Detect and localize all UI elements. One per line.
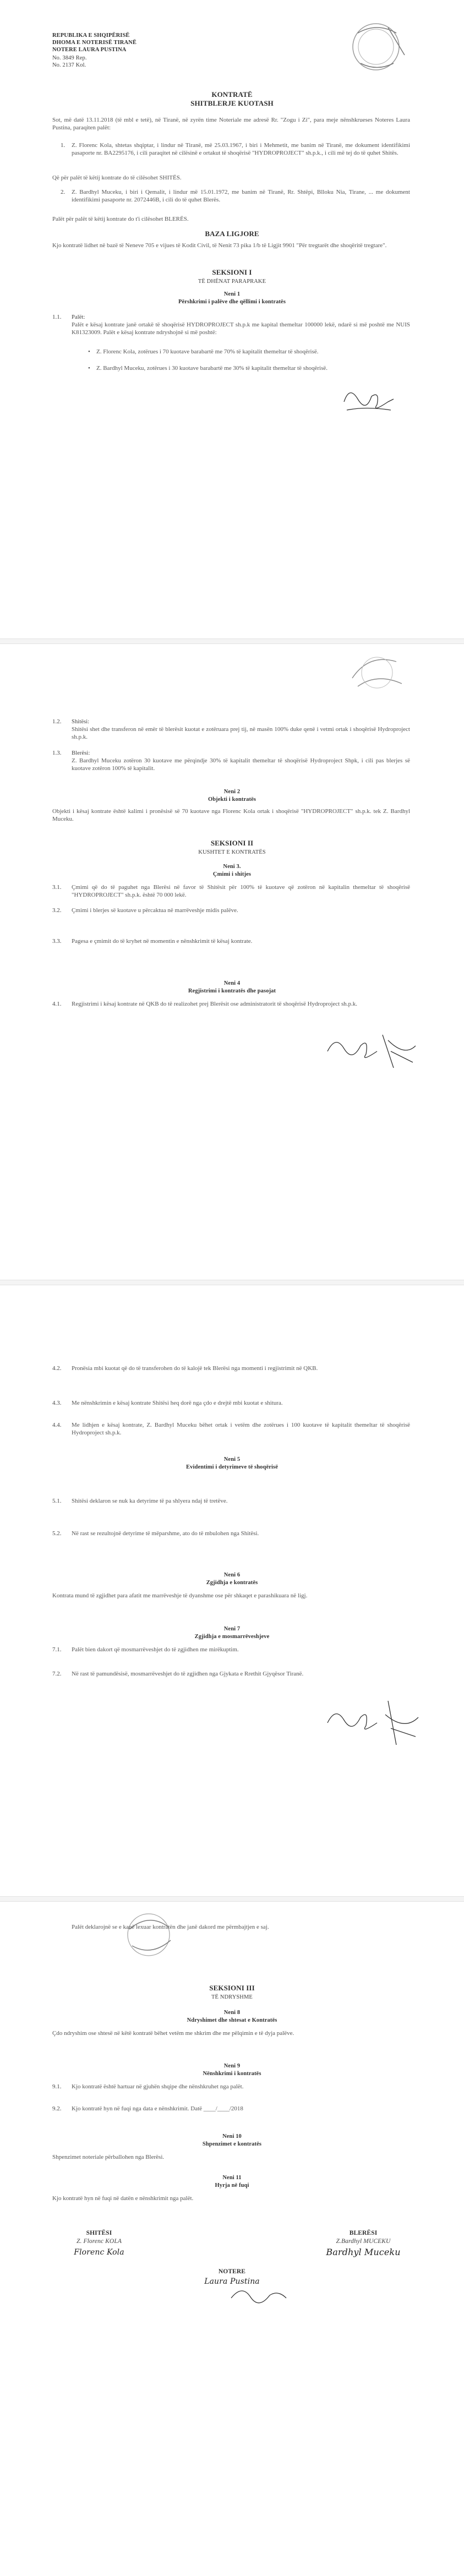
clause-1-2-text: Shitësi shet dhe transferon në emër të blerësit kuotat e zotëruara prej tij, në masën 100% duke qenë i vetmi ortak i shoqërisë Hydroproject sh.p.k. [72,726,410,740]
shareholder-bullet-2: Z. Bardhyl Muceku, zotërues i 30 kuotave barabartë me 30% të kapitalit themeltar të shoqërisë. [96,365,327,372]
clause-1-1-label: Palët: [72,314,85,320]
article-11-title: Hyrja në fuqi [215,2182,249,2188]
article-3-number: Neni 3. [223,864,241,870]
header-notary: NOTERE LAURA PUSTINA [52,47,127,53]
clause-4-4-text: Me lidhjen e kësaj kontrate, Z. Bardhyl Muceku bëhet ortak i vetëm dhe zotërues i 100 kuotave të kapitalit themeltar të shoqërisë Hydroproject sh.p.k. [72,1422,410,1436]
signature-icon [322,1024,421,1079]
buyer-name: Z.Bardhyl MUCEKU [336,2238,391,2245]
article-7-title: Zgjidhja e mosmarrëveshjeve [194,1634,270,1640]
contract-subtitle: SHITBLERJE KUOTASH [190,99,274,107]
signature-icon [226,2282,297,2309]
document-page-2: 1.2. Shitësi: Shitësi shet dhe transferon në emër të blerësit kuotat e zotëruara prej tij, në masën 100% duke qenë i vetmi ortak i shoqërisë Hydroproject sh.p.k. 1.3. Blerësi: Z. Bardhyl Muceku zotëron 30 kuotave me përqindje 30% të kapitalit themeltar të shoqërisë Hydroproject Shpk, i cili pas blerjes së kuotave zotëron 100% të kapitalit. Neni 2 Objekti i kontratës Objekti i kësaj kontrate është kalimi i pronësisë së 70 kuotave nga Florenc Kola ortak i shoqërisë "HYDROPROJECT" sh.p.k. tek Z. Bardhyl Muceku. SEKSIONI II KUSHTET E KONTRATËS Neni 3. Çmimi i shitjes 3.1. Çmimi që do të paguhet nga Blerësi në favor të Shitësit për 100% të kuotave që zotëron në kapitalin themeltar të shoqërisë "HYDROPROJECT" sh.p.k. është 70 000 lekë. 3.2. Çmimi i blerjes së kuotave u përcaktua në marrëveshje midis palëve. 3.3. Pagesa e çmimit do të kryhet në momentin e nënshkrimit të kësaj kontrate. Neni 4 Regjistrimi i kontratës dhe pasojat 4.1. Regjistrimi i kësaj kontrate në QKB do të realizohet prej Blerësit ose administratorit të shoqërisë Hydroproject sh.p.k. [0,644,464,1280]
clause-1-1-text: Palët e kësaj kontrate janë ortakë të shoqërisë HYDROPROJECT sh.p.k me kapital themeltar 100000 lekë, ndarë si më poshtë me NUIS K81323009. Palët e kësaj kontrate ndryshojnë si më poshtë: [72,321,410,336]
clause-7-2-text: Në rast të pamundësisë, mosmarrëveshjet do të zgjidhen nga Gjykata e Rrethit Gjyqësor Tiranë. [72,1671,304,1677]
article-8-title: Ndryshimet dhe shtesat e Kontratës [187,2017,277,2023]
document-page-1: REPUBLIKA E SHQIPËRISË DHOMA E NOTERISË TIRANË NOTERE LAURA PUSTINA No. 3849 Rep. No. 2137 Kol. KONTRATË SHITBLERJE KUOTASH Sot, më datë 13.11.2018 (të mbl e tetë), në Tiranë, në zyrën time Noteriale me adresë Rr. "Zogu i Zi", para meje nënshkrueses Noteres Laura Pustina, paraqiten palët: 1. Z. Florenc Kola, shtetas shqiptar, i lindur në Tiranë, më 25.03.1967, i biri i Mehmetit, me banim në Tiranë, me dokument identifikimi pasaporte nr. BA2295176, i cili paraqitet në cilësinë e ortakut të shoqërisë "HYDROPROJECT" sh.p.k., i cili më tej do të quhet Shitës. Që për palët të këtij kontrate do të cilësohet SHITËS. 2. Z. Bardhyl Muceku, i biri i Qemalit, i lindur më 15.01.1972, me banim në Tiranë, Rr. Shtëpi, Blloku Nia, Tirane, ... me dokument identifikimi pasaporte nr. 2072446B, i cili do të quhet Blerës. Palët për palët të këtij kontrate do t'i cilësohet BLERËS. BAZA LIGJORE Kjo kontratë lidhet në bazë të Neneve 705 e vijues të Kodit Civil, të Nenit 73 pika 1/b të Ligjit 9901 "Për tregtarët dhe shoqëritë tregtare". SEKSIONI I TË DHËNAT PARAPRAKE Neni 1 Përshkrimi i palëve dhe qëllimi i kontratës 1.1. Palët: Palët e kësaj kontrate janë ortakë të shoqërisë HYDROPROJECT sh.p.k me kapital themeltar 100000 lekë, ndarë si më poshtë me NUIS K81323009. Palët e kësaj kontrate ndryshojnë si më poshtë: • Z. Florenc Kola, zotërues i 70 kuotave barabartë me 70% të kapitalit themeltar të shoqërisë. • Z. Bardhyl Muceku, zotërues i 30 kuotave barabartë me 30% të kapitalit themeltar të shoqërisë. [0,0,464,638]
clause-4-1-text: Regjistrimi i kësaj kontrate në QKB do të realizohet prej Blerësit ose administratorit të shoqërisë Hydroproject sh.p.k. [72,1001,358,1007]
legal-basis-text: Kjo kontratë lidhet në bazë të Neneve 705 e vijues të Kodit Civil, të Nenit 73 pika 1/b të Ligjit 9901 "Për tregtarët dhe shoqëritë tregtare". [52,242,387,249]
article-11-number: Neni 11 [222,2175,242,2181]
article-5-title: Evidentimi i detyrimeve të shoqërisë [186,1464,278,1470]
kol-number: No. 2137 Kol. [52,62,86,68]
article-2-number: Neni 2 [223,789,241,795]
clause-4-3-text: Me nënshkrimin e kësaj kontrate Shitësi heq dorë nga çdo e drejtë mbi kuotat e shitura. [72,1400,283,1406]
clause-3-3-text: Pagesa e çmimit do të kryhet në momentin e nënshkrimit të kësaj kontrate. [72,938,253,945]
rep-number: No. 3849 Rep. [52,55,87,61]
section-3-heading: SEKSIONI III [209,1984,255,1992]
header-republic: REPUBLIKA E SHQIPËRISË [52,32,130,39]
contract-title: KONTRATË [211,90,253,99]
article-8-number: Neni 8 [223,2010,241,2016]
article-9-number: Neni 9 [223,2063,241,2069]
article-10-number: Neni 10 [222,2133,242,2140]
clause-5-2-text: Në rast se rezultojnë detyrime të mëparshme, ato do të mbulohen nga Shitësi. [72,1530,259,1537]
clause-1-2-label: Shitësi: [72,719,90,725]
section-3-subtitle: TË NDRYSHME [211,1994,253,2000]
article-6-title: Zgjidhja e kontratës [206,1580,258,1586]
notary-signature: Laura Pustina [204,2277,260,2286]
section-2-subtitle: KUSHTET E KONTRATËS [198,849,266,855]
section-1-subtitle: TË DHËNAT PARAPRAKE [198,279,266,285]
clause-4-2-text: Pronësia mbi kuotat që do të transferohen do të kalojë tek Blerësi nga momenti i regjistrimit në QKB. [72,1365,318,1372]
shareholder-bullet-1: Z. Florenc Kola, zotërues i 70 kuotave barabartë me 70% të kapitalit themeltar të shoqërisë. [96,348,319,355]
party-1-note: Që për palët të këtij kontrate do të cilësohet SHITËS. [52,174,182,181]
closing-intro-text: Palët deklarojnë se e kanë lexuar kontratën dhe janë dakord me përmbajtjen e saj. [72,1924,269,1930]
clause-3-1-text: Çmimi që do të paguhet nga Blerësi në favor të Shitësit për 100% të kuotave që zotëron në kapitalin themeltar të shoqërisë "HYDROPROJECT" sh.p.k. është 70 000 lekë. [72,884,410,898]
seller-name: Z. Florenc KOLA [77,2238,122,2245]
legal-basis-heading: BAZA LIGJORE [205,230,259,238]
clause-9-1-text: Kjo kontratë është hartuar në gjuhën shqipe dhe nënshkruhet nga palët. [72,2083,244,2090]
clause-3-2-text: Çmimi i blerjes së kuotave u përcaktua në marrëveshje midis palëve. [72,907,238,914]
article-9-title: Nënshkrimi i kontratës [203,2071,261,2077]
signature-icon [339,380,399,418]
contract-intro: Sot, më datë 13.11.2018 (të mbl e tetë), në Tiranë, në zyrën time Noteriale me adresë Rr. "Zogu i Zi", para meje nënshkrueses Noteres Laura Pustina, paraqiten palët: [52,117,410,131]
buyer-signature: Bardhyl Muceku [326,2247,401,2257]
notary-stamp-icon [347,651,407,695]
buyer-label: BLERËSI [349,2230,378,2236]
article-1-title: Përshkrimi i palëve dhe qëllimi i kontratës [178,299,286,305]
article-2-title: Objekti i kontratës [208,796,256,803]
seller-signature: Florenc Kola [74,2248,124,2257]
clause-9-2-text: Kjo kontratë hyn në fuqi nga data e nënshkrimit. Datë ____/____/2018 [72,2105,243,2112]
article-8-text: Çdo ndryshim ose shtesë në këtë kontratë bëhet vetëm me shkrim dhe me pëlqimin e të dyja palëve. [52,2030,294,2037]
notary-stamp-icon [344,17,410,77]
document-page-4: Palët deklarojnë se e kanë lexuar kontratën dhe janë dakord me përmbajtjen e saj. SEKSIONI III TË NDRYSHME Neni 8 Ndryshimet dhe shtesat e Kontratës Çdo ndryshim ose shtesë në këtë kontratë bëhet vetëm me shkrim dhe me pëlqimin e të dyja palëve. Neni 9 Nënshkrimi i kontratës 9.1. Kjo kontratë është hartuar në gjuhën shqipe dhe nënshkruhet nga palët. 9.2. Kjo kontratë hyn në fuqi nga data e nënshkrimit. Datë ____/____/2018 Neni 10 Shpenzimet e kontratës Shpenzimet noteriale përballohen nga Blerësi. Neni 11 Hyrja në fuqi Kjo kontratë hyn në fuqi në datën e nënshkrimit nga palët. SHITËSI Z. Florenc KOLA Florenc Kola BLERËSI Z.Bardhyl MUCEKU Bardhyl Muceku NOTERE Laura Pustina [0,1902,464,2576]
party-2-note: Palët për palët të këtij kontrate do t'i cilësohet BLERËS. [52,216,189,222]
clause-7-1-text: Palët bien dakort që mosmarrëveshjet do të zgjidhen me mirëkuptim. [72,1646,239,1653]
article-5-number: Neni 5 [223,1456,241,1462]
section-2-heading: SEKSIONI II [210,839,254,847]
clause-1-3-text: Z. Bardhyl Muceku zotëron 30 kuotave me përqindje 30% të kapitalit themeltar të shoqërisë Hydroproject Shpk, i cili pas blerjes së kuotave zotëron 100% të kapitalit. [72,757,410,772]
article-1-number: Neni 1 [223,291,241,297]
document-page-3: 4.2. Pronësia mbi kuotat që do të transferohen do të kalojë tek Blerësi nga momenti i regjistrimit në QKB. 4.3. Me nënshkrimin e kësaj kontrate Shitësi heq dorë nga çdo e drejtë mbi kuotat e shitura. 4.4. Me lidhjen e kësaj kontrate, Z. Bardhyl Muceku bëhet ortak i vetëm dhe zotërues i 100 kuotave të kapitalit themeltar të shoqërisë Hydroproject sh.p.k. Neni 5 Evidentimi i detyrimeve të shoqërisë 5.1. Shitësi deklaron se nuk ka detyrime të pa shlyera ndaj të tretëve. 5.2. Në rast se rezultojnë detyrime të mëparshme, ato do të mbulohen nga Shitësi. Neni 6 Zgjidhja e kontratës Kontrata mund të zgjidhet para afatit me marrëveshje të dyanshme ose për shkaqet e parashikuara në ligj. Neni 7 Zgjidhja e mosmarrëveshjeve 7.1. Palët bien dakort që mosmarrëveshjet do të zgjidhen me mirëkuptim. 7.2. Në rast të pamundësisë, mosmarrëveshjet do të zgjidhen nga Gjykata e Rrethit Gjyqësor Tiranë. [0,1285,464,1896]
clause-1-3-label: Blerësi: [72,750,90,756]
party-1-description: Z. Florenc Kola, shtetas shqiptar, i lindur në Tiranë, më 25.03.1967, i biri i Mehmetit, me banim në Tiranë, me dokument identifikimi pasaporte nr. BA2295176, i cili paraqitet në cilësinë e ortakut të shoqërisë "HYDROPROJECT" sh.p.k., i cili më tej do të quhet Shitës. [72,142,410,156]
article-6-number: Neni 6 [223,1572,241,1578]
article-11-text: Kjo kontratë hyn në fuqi në datën e nënshkrimit nga palët. [52,2195,194,2202]
article-4-title: Regjistrimi i kontratës dhe pasojat [188,988,276,994]
notary-stamp-icon [118,1907,179,1960]
article-3-title: Çmimi i shitjes [212,871,252,877]
notary-label: NOTERE [218,2268,246,2275]
seller-label: SHITËSI [86,2230,112,2236]
header-chamber: DHOMA E NOTERISË TIRANË [52,40,137,46]
clause-5-1-text: Shitësi deklaron se nuk ka detyrime të pa shlyera ndaj të tretëve. [72,1498,228,1504]
article-4-number: Neni 4 [223,980,241,986]
article-10-title: Shpenzimet e kontratës [202,2141,262,2147]
article-10-text: Shpenzimet noteriale përballohen nga Blerësi. [52,2154,165,2160]
article-2-text: Objekti i kësaj kontrate është kalimi i pronësisë së 70 kuotave nga Florenc Kola ortak i shoqërisë "HYDROPROJECT" sh.p.k. tek Z. Bardhyl Muceku. [52,808,410,822]
signature-icon [322,1693,421,1753]
party-2-description: Z. Bardhyl Muceku, i biri i Qemalit, i lindur më 15.01.1972, me banim në Tiranë, Rr. Shtëpi, Blloku Nia, Tirane, ... me dokument identifikimi pasaporte nr. 2072446B, i cili do të quhet Blerës. [72,189,410,203]
section-1-heading: SEKSIONI I [212,268,252,276]
article-7-number: Neni 7 [223,1626,241,1632]
article-6-text: Kontrata mund të zgjidhet para afatit me marrëveshje të dyanshme ose për shkaqet e parashikuara në ligj. [52,1592,308,1599]
